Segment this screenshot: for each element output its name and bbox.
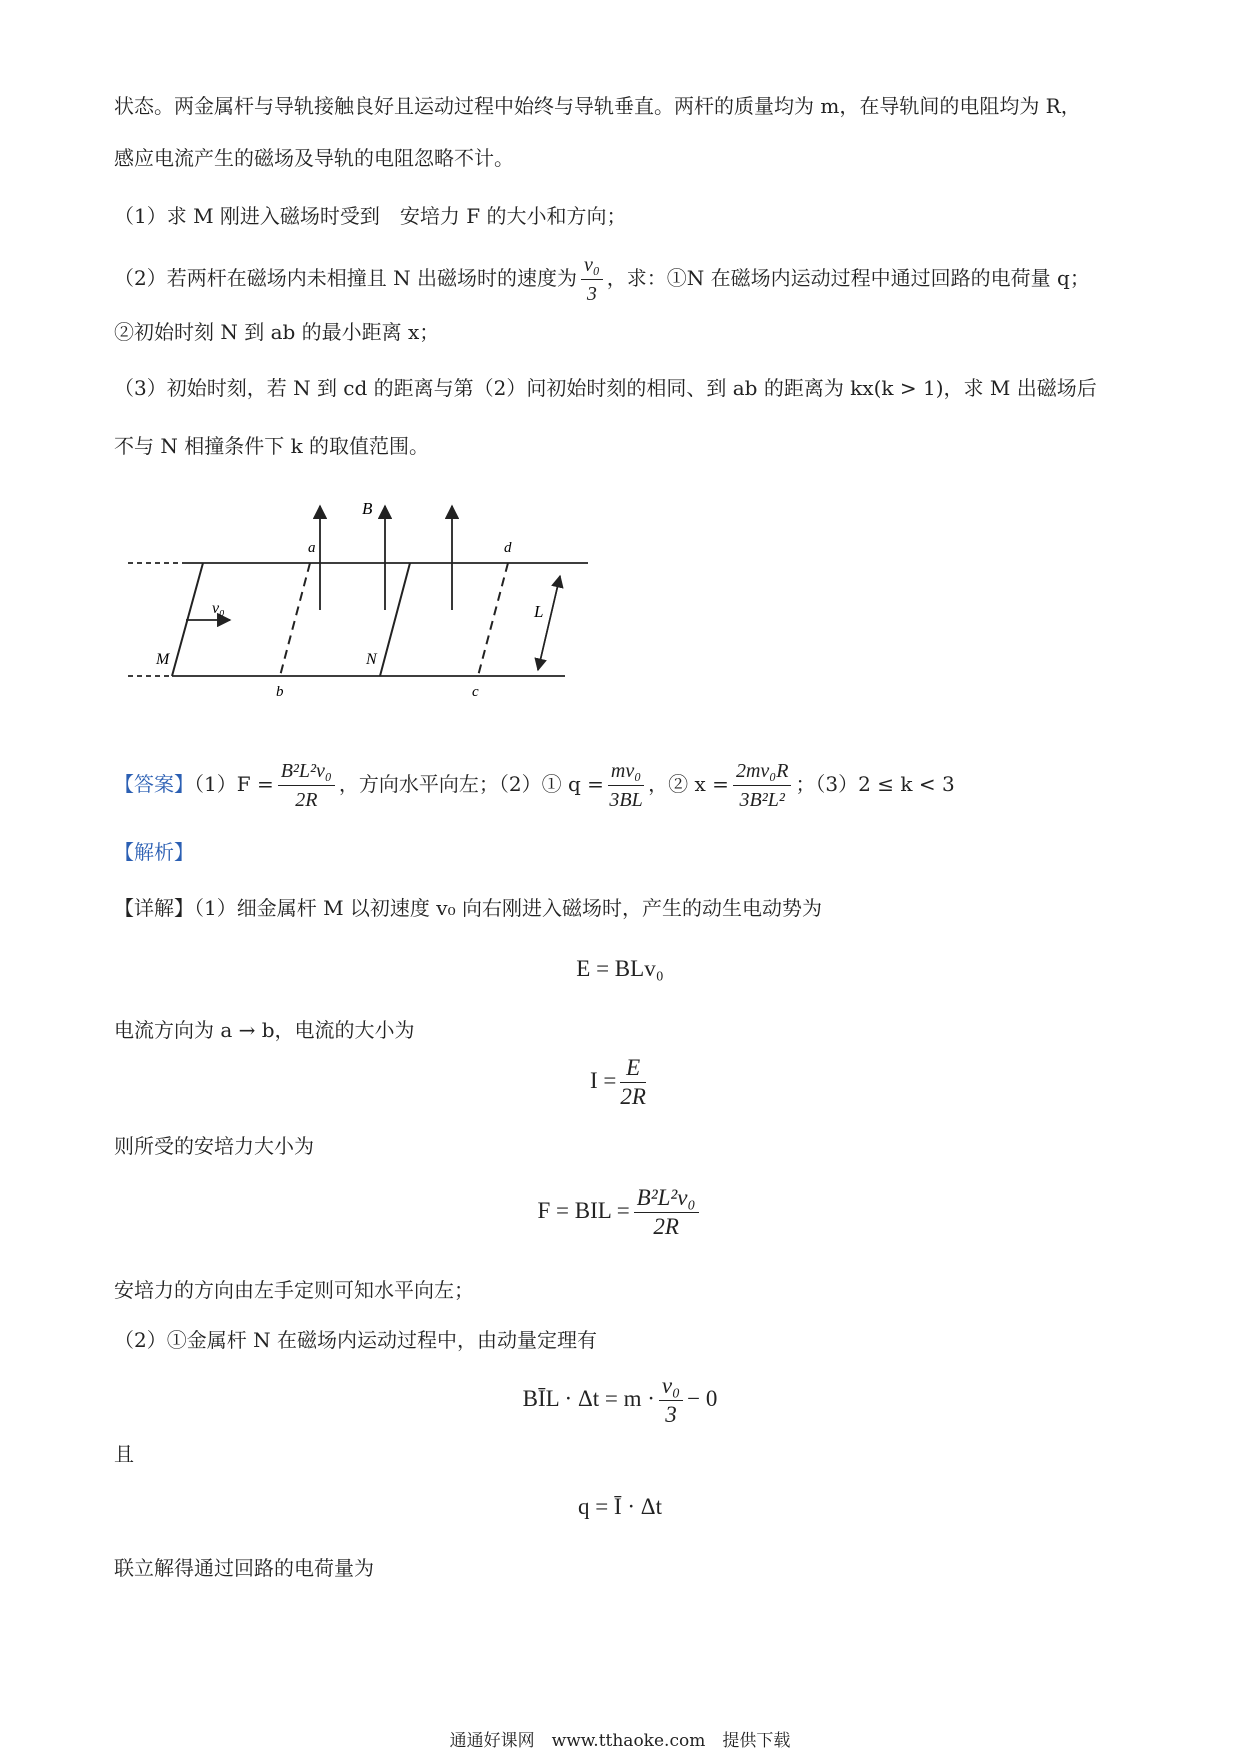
detail-tag: 【详解】 <box>114 896 194 920</box>
answer-part-1: （1）F = <box>194 772 274 796</box>
equation-fraction <box>659 1372 683 1429</box>
fraction-denominator: 2R <box>295 789 318 811</box>
intro-line-2: 感应电流产生的磁场及导轨的电阻忽略不计。 <box>114 146 514 170</box>
equation-force <box>0 1184 1240 1241</box>
equation-fraction <box>620 1054 646 1111</box>
fraction-numerator: B²L²v₀ <box>634 1184 699 1213</box>
question-2-line-2: ②初始时刻 N 到 ab 的最小距离 x； <box>114 320 440 344</box>
answer-line <box>114 752 955 816</box>
answer-fraction-3 <box>733 757 792 814</box>
intro-line-1: 状态。两金属杆与导轨接触良好且运动过程中始终与导轨垂直。两杆的质量均为 m，在导轨间的电阻均为 R， <box>114 94 1081 118</box>
fraction-denominator: 3BL <box>609 789 643 811</box>
fraction-denominator: 3B²L² <box>739 789 785 811</box>
answer-fraction-1 <box>278 757 335 814</box>
question-2 <box>114 250 1090 308</box>
question-3-line-2: 不与 N 相撞条件下 k 的取值范围。 <box>114 434 430 458</box>
boundary-ab <box>280 563 310 676</box>
equation-current <box>0 1054 1240 1111</box>
question-2-post: ，求：①N 在磁场内运动过程中通过回路的电荷量 q； <box>606 266 1090 290</box>
question-2-fraction <box>581 251 603 308</box>
detail-text-1: （1）细金属杆 M 以初速度 v₀ 向右刚进入磁场时，产生的动生电动势为 <box>194 896 822 920</box>
width-arrow <box>538 576 560 670</box>
detail-line-7: 联立解得通过回路的电荷量为 <box>114 1556 374 1580</box>
fraction-numerator: v₀ <box>659 1372 683 1401</box>
answer-fraction-2 <box>608 757 644 814</box>
label-b: b <box>276 684 284 700</box>
label-v0: v₀ <box>212 600 225 617</box>
equation-lhs: BĪL · Δt = m · <box>522 1385 655 1411</box>
page-footer: 通通好课网 www.tthaoke.com 提供下载 <box>449 1731 791 1751</box>
fraction-numerator: v₀ <box>581 251 603 280</box>
answer-part-1-direction: ，方向水平向左；（2）① q = <box>338 772 604 796</box>
fraction-numerator: B²L²v₀ <box>278 757 335 786</box>
equation-rhs: − 0 <box>687 1385 718 1411</box>
boundary-cd <box>478 563 508 676</box>
detail-line-2: 电流方向为 a → b，电流的大小为 <box>114 1018 415 1042</box>
detail-line-6: 且 <box>114 1442 134 1466</box>
fraction-denominator: 2R <box>620 1084 646 1109</box>
answer-part-3: ；（3）2 ≤ k < 3 <box>795 772 955 796</box>
label-m: M <box>156 651 170 668</box>
label-c: c <box>472 684 479 700</box>
detail-line-1 <box>114 894 822 922</box>
analysis-tag: 【解析】 <box>114 840 194 864</box>
question-2-pre: （2）若两杆在磁场内未相撞且 N 出磁场时的速度为 <box>114 266 577 290</box>
label-l: L <box>534 602 544 621</box>
answer-part-2: ，② x = <box>648 772 729 796</box>
detail-line-3: 则所受的安培力大小为 <box>114 1134 314 1158</box>
label-b-field: B <box>362 499 373 518</box>
label-d: d <box>504 540 512 556</box>
equation-lhs: I = <box>590 1067 617 1093</box>
rail-diagram <box>0 480 1240 730</box>
equation-emf: E = BLv₀ <box>576 956 664 981</box>
equation-lhs: F = BIL = <box>537 1197 630 1223</box>
fraction-denominator: 3 <box>665 1402 677 1427</box>
question-1: （1）求 M 刚进入磁场时受到 安培力 F 的大小和方向； <box>114 204 627 228</box>
equation-momentum <box>0 1372 1240 1429</box>
fraction-denominator: 3 <box>586 283 597 305</box>
question-3-line-1: （3）初始时刻，若 N 到 cd 的距离与第（2）问初始时刻的相同、到 ab 的距离为 kx(k > 1)，求 M 出磁场后 <box>114 376 1097 400</box>
label-a: a <box>308 540 316 556</box>
equation-charge: q = Ī · Δt <box>578 1494 662 1519</box>
fraction-numerator: 2mv₀R <box>733 757 792 786</box>
magnetic-field-arrows <box>320 506 452 610</box>
label-n: N <box>366 651 377 668</box>
detail-line-5: （2）①金属杆 N 在磁场内运动过程中，由动量定理有 <box>114 1328 597 1352</box>
detail-line-4: 安培力的方向由左手定则可知水平向左； <box>114 1278 474 1302</box>
equation-fraction <box>634 1184 699 1241</box>
fraction-denominator: 2R <box>653 1214 679 1239</box>
fraction-numerator: mv₀ <box>608 757 644 786</box>
answer-tag: 【答案】 <box>114 772 194 796</box>
fraction-numerator: E <box>620 1054 646 1083</box>
